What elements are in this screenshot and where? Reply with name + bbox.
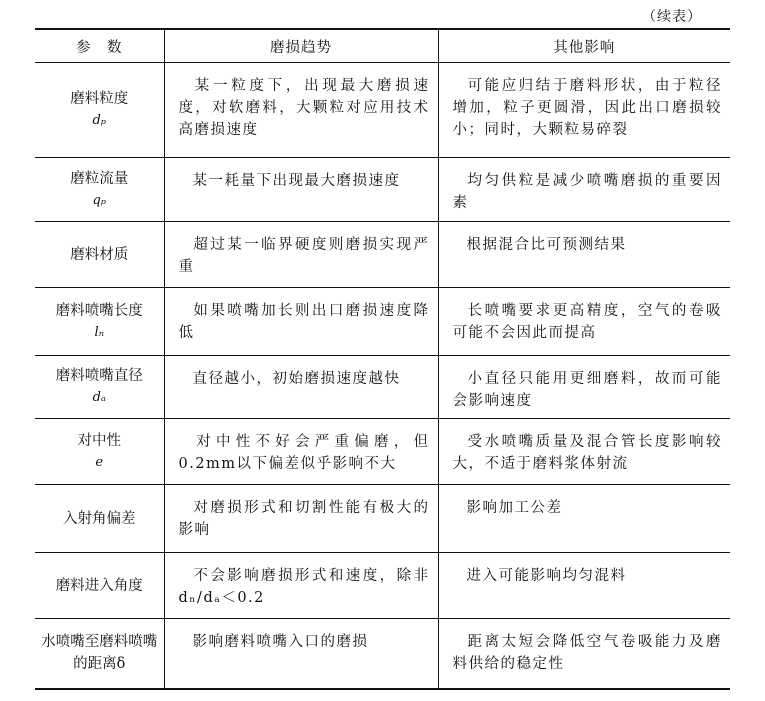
- param-cell: [35, 619, 164, 689]
- param-name: 磨料粒度: [70, 91, 129, 107]
- wear-cell: [164, 288, 438, 356]
- other-cell: [438, 222, 730, 288]
- param-symbol: qₚ: [92, 192, 107, 208]
- other-cell: [438, 619, 730, 689]
- other-text: 长喷嘴要求更高精度，空气的卷吸可能不会因此而提高: [452, 303, 722, 341]
- wear-cell: [164, 553, 438, 619]
- wear-text: 如果喷嘴加长则出口磨损速度降低: [178, 303, 430, 341]
- other-text: 根据混合比可预测结果: [466, 237, 627, 253]
- param-symbol: dₚ: [92, 113, 107, 128]
- param-cell: [35, 63, 164, 158]
- wear-text: 超过某一临界硬度则磨损实现严重: [178, 237, 430, 275]
- other-cell: [438, 356, 730, 419]
- param-name: 对中性: [77, 432, 121, 449]
- wear-text: 影响磨料喷嘴入口的磨损: [192, 634, 369, 650]
- continuation-label: （续表）: [642, 9, 702, 25]
- table-header-row: [35, 29, 730, 63]
- header-param: 参 数: [35, 29, 164, 63]
- param-symbol: e: [95, 454, 104, 470]
- param-name: 磨料喷嘴长度: [55, 302, 143, 319]
- wear-cell: [164, 222, 438, 288]
- wear-text: 对磨损形式和切割性能有极大的影响: [178, 500, 430, 538]
- wear-text: 不会影响磨损形式和速度，除非dₙ/dₐ＜0.2: [178, 568, 430, 606]
- other-cell: [438, 288, 730, 356]
- param-name: 磨料喷嘴直径: [55, 368, 143, 384]
- param-cell: [35, 288, 164, 356]
- other-text: 受水喷嘴质量及混合管长度影响较大，不适于磨料浆体射流: [452, 434, 722, 472]
- table-row: [35, 553, 730, 619]
- param-name: 磨粒流量: [70, 170, 129, 187]
- table-row: [35, 485, 730, 553]
- table-row: [35, 619, 730, 689]
- param-cell: [35, 356, 164, 419]
- table-row: [35, 356, 730, 419]
- wear-cell: [164, 158, 438, 222]
- wear-cell: [164, 356, 438, 419]
- table-row: [35, 63, 730, 158]
- wear-text: 对中性不好会严重偏磨，但0.2mm以下偏差似乎影响不大: [178, 434, 430, 472]
- other-text: 可能应归结于磨料形状，由于粒径增加，粒子更圆滑，因此出口磨损较小；同时，大颗粒易碎裂: [452, 78, 722, 138]
- other-text: 小直径只能用更细磨料，故而可能会影响速度: [452, 371, 722, 409]
- other-cell: [438, 63, 730, 158]
- param-name: 入射角偏差: [63, 510, 136, 527]
- param-name: 水喷嘴至磨料喷嘴的距离δ: [41, 634, 158, 673]
- param-cell: [35, 419, 164, 485]
- wear-text: 直径越小，初始磨损速度越快: [192, 371, 401, 387]
- table-row: [35, 222, 730, 288]
- wear-text: 某一粒度下，出现最大磨损速度，对软磨料，大颗粒对应用技术高磨损速度: [178, 78, 430, 138]
- header-other: 其他影响: [438, 29, 730, 63]
- param-cell: [35, 222, 164, 288]
- param-name: 磨料进入角度: [55, 577, 143, 594]
- other-text: 进入可能影响均匀混料: [466, 568, 627, 584]
- param-name: 磨料材质: [70, 246, 129, 263]
- param-symbol: lₙ: [94, 324, 104, 340]
- param-cell: [35, 158, 164, 222]
- other-cell: [438, 158, 730, 222]
- table-row: [35, 419, 730, 485]
- other-text: 影响加工公差: [466, 500, 563, 516]
- other-cell: [438, 485, 730, 553]
- other-text: 均匀供粒是减少喷嘴磨损的重要因素: [452, 173, 722, 211]
- param-symbol: dₐ: [92, 390, 106, 405]
- wear-cell: [164, 619, 438, 689]
- parameter-table: [35, 28, 730, 690]
- param-cell: [35, 553, 164, 619]
- wear-cell: [164, 63, 438, 158]
- wear-cell: [164, 485, 438, 553]
- wear-text: 某一耗量下出现最大磨损速度: [192, 173, 401, 189]
- wear-cell: [164, 419, 438, 485]
- param-cell: [35, 485, 164, 553]
- table-row: [35, 288, 730, 356]
- other-cell: [438, 553, 730, 619]
- header-wear: 磨损趋势: [164, 29, 438, 63]
- table-row: [35, 158, 730, 222]
- other-cell: [438, 419, 730, 485]
- other-text: 距离太短会降低空气卷吸能力及磨料供给的稳定性: [452, 634, 722, 672]
